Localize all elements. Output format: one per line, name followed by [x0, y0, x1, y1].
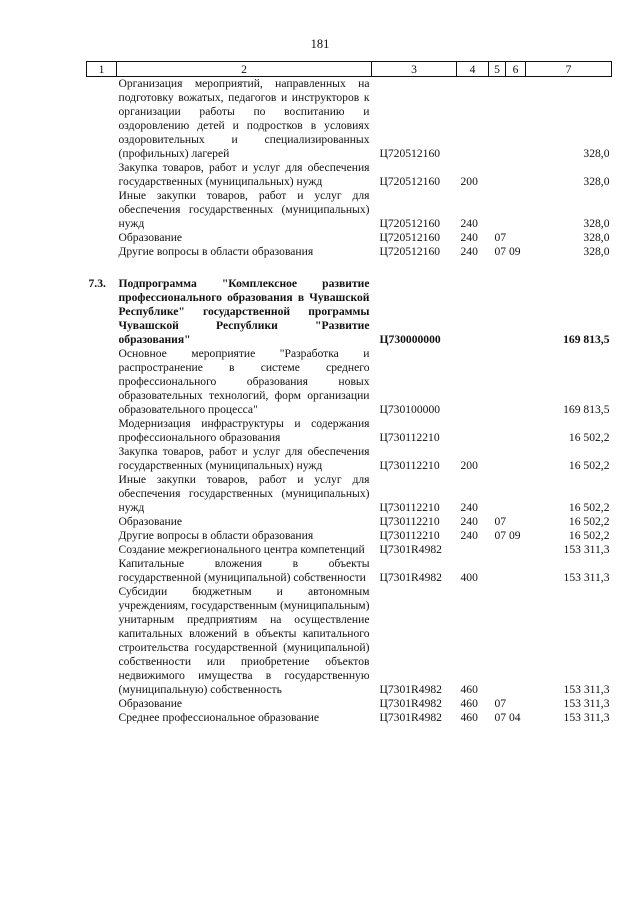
row-expense-type: 200	[460, 459, 478, 472]
row-expense-type: 240	[460, 529, 478, 542]
row-number	[87, 543, 117, 557]
row-amount: 328,0	[583, 245, 610, 258]
row-number	[87, 231, 117, 245]
row-name: Субсидии бюджетным и автономным учреждениям, государственным (муниципальным) унитарным предприятиям на осуществление капитальных вложений в объекты капитального строительства государственной (муниципальной) собственности или приобретение объектов недвижимого имущества в государственную (муниципальную) собственность	[118, 585, 370, 696]
row-name: Организация мероприятий, направленных на подготовку вожатых, педагогов и инструкторов к организации работы по воспитанию и оздоровлению детей и подростков в условиях оздоровительных и специализированных (профильных) лагерей	[118, 77, 370, 160]
row-code: Ц7301R4982	[379, 683, 442, 696]
row-expense-type: 240	[460, 515, 478, 528]
row-expense-type: 240	[460, 245, 478, 258]
row-code: Ц7301R4982	[379, 711, 442, 724]
row-section	[489, 347, 526, 417]
row-section	[489, 473, 526, 515]
row-amount: 16 502,2	[568, 501, 610, 514]
row-expense-type: 240	[460, 217, 478, 230]
row-name: Подпрограмма "Комплексное развитие профессионального образования в Чувашской Республике" государственной программы Чувашской Республики "Развитие образования"	[118, 277, 370, 346]
row-number	[87, 585, 117, 697]
table-row	[87, 473, 612, 515]
row-name: Среднее профессиональное образование	[118, 711, 320, 724]
table-row	[87, 515, 612, 529]
table-row	[87, 277, 612, 347]
row-section	[489, 585, 526, 697]
table-row	[87, 161, 612, 189]
row-amount: 153 311,3	[563, 711, 610, 724]
table-header	[87, 62, 612, 77]
header-col-3: 3	[372, 62, 457, 77]
row-section: 07	[494, 697, 507, 710]
row-number	[87, 473, 117, 515]
row-number	[87, 245, 117, 259]
row-section	[489, 417, 526, 445]
row-section	[489, 161, 526, 189]
row-number	[87, 557, 117, 585]
table-row	[87, 529, 612, 543]
row-number	[87, 697, 117, 711]
header-col-5: 5	[489, 62, 506, 77]
row-name: Модернизация инфраструктуры и содержания профессионального образования	[118, 417, 370, 444]
row-expense-type: 240	[460, 501, 478, 514]
header-col-4: 4	[457, 62, 489, 77]
row-code: Ц730000000	[379, 333, 441, 346]
row-amount: 153 311,3	[563, 543, 610, 556]
row-name: Образование	[118, 697, 183, 710]
row-expense-type: 400	[460, 571, 478, 584]
table-row	[87, 231, 612, 245]
row-number	[87, 77, 117, 162]
row-name: Основное мероприятие "Разработка и распространение в системе среднего профессионального образования новых образовательных технологий, форм организации образовательного процесса"	[118, 347, 370, 416]
row-amount: 153 311,3	[563, 571, 610, 584]
row-expense-type	[457, 77, 489, 162]
row-spacer	[87, 259, 612, 277]
header-col-2: 2	[117, 62, 372, 77]
row-section: 07	[494, 231, 507, 244]
table-row	[87, 711, 612, 725]
row-code: Ц720512160	[379, 231, 441, 244]
header-col-1: 1	[87, 62, 117, 77]
row-amount: 328,0	[583, 175, 610, 188]
row-code: Ц720512160	[379, 217, 441, 230]
table-row	[87, 245, 612, 259]
row-number	[87, 347, 117, 417]
row-name: Иные закупки товаров, работ и услуг для обеспечения государственных (муниципальных) нужд	[118, 473, 370, 514]
row-code: Ц7301R4982	[379, 571, 442, 584]
table-row	[87, 697, 612, 711]
row-section	[489, 77, 526, 162]
row-amount: 16 502,2	[568, 529, 610, 542]
row-expense-type: 460	[460, 697, 478, 710]
table-row	[87, 189, 612, 231]
row-name: Другие вопросы в области образования	[118, 245, 314, 258]
row-section: 07 09	[494, 529, 521, 542]
row-expense-type: 460	[460, 683, 478, 696]
row-expense-type: 200	[460, 175, 478, 188]
row-code: Ц7301R4982	[379, 697, 442, 710]
table-row	[87, 347, 612, 417]
table-row	[87, 585, 612, 697]
row-amount: 153 311,3	[563, 683, 610, 696]
row-amount: 328,0	[583, 217, 610, 230]
table-row	[87, 445, 612, 473]
row-amount: 328,0	[583, 147, 610, 160]
row-code: Ц730112210	[379, 515, 440, 528]
row-amount: 328,0	[583, 231, 610, 244]
row-number	[87, 417, 117, 445]
row-name: Иные закупки товаров, работ и услуг для обеспечения государственных (муниципальных) нужд	[118, 189, 370, 230]
row-section: 07 09	[494, 245, 521, 258]
header-col-6: 6	[506, 62, 526, 77]
row-section	[489, 277, 526, 347]
row-expense-type	[457, 543, 489, 557]
row-name: Закупка товаров, работ и услуг для обеспечения государственных (муниципальных) нужд	[118, 445, 370, 472]
row-expense-type: 460	[460, 711, 478, 724]
budget-table	[86, 61, 612, 725]
page-number: 181	[310, 37, 330, 51]
table-row	[87, 77, 612, 162]
row-name: Другие вопросы в области образования	[118, 529, 314, 542]
row-code: Ц7301R4982	[379, 543, 442, 556]
row-expense-type	[457, 417, 489, 445]
row-number	[87, 711, 117, 725]
row-section: 07 04	[494, 711, 521, 724]
row-number	[87, 515, 117, 529]
table-row	[87, 417, 612, 445]
row-name: Капитальные вложения в объекты государственной (муниципальной) собственности	[118, 557, 370, 584]
row-amount: 16 502,2	[568, 459, 610, 472]
row-amount: 169 813,5	[563, 333, 610, 346]
table-body	[87, 77, 612, 726]
row-code: Ц730112210	[379, 501, 440, 514]
row-number	[87, 445, 117, 473]
row-expense-type	[457, 347, 489, 417]
row-section	[489, 189, 526, 231]
row-expense-type: 240	[460, 231, 478, 244]
row-section	[489, 557, 526, 585]
row-name: Закупка товаров, работ и услуг для обеспечения государственных (муниципальных) нужд	[118, 161, 370, 188]
row-code: Ц730100000	[379, 403, 441, 416]
row-amount: 153 311,3	[563, 697, 610, 710]
row-number	[87, 189, 117, 231]
row-code: Ц720512160	[379, 245, 441, 258]
row-name: Образование	[118, 515, 183, 528]
row-amount: 16 502,2	[568, 431, 610, 444]
row-section	[489, 543, 526, 557]
row-code: Ц720512160	[379, 147, 441, 160]
row-number	[87, 529, 117, 543]
table-row	[87, 543, 612, 557]
row-amount: 169 813,5	[563, 403, 610, 416]
row-amount: 16 502,2	[568, 515, 610, 528]
row-code: Ц720512160	[379, 175, 441, 188]
row-code: Ц730112210	[379, 459, 440, 472]
row-number: 7.3.	[88, 277, 106, 290]
row-section: 07	[494, 515, 507, 528]
row-code: Ц730112210	[379, 529, 440, 542]
row-name: Создание межрегионального центра компетенций	[118, 543, 365, 556]
row-code: Ц730112210	[379, 431, 440, 444]
table-row	[87, 557, 612, 585]
row-number	[87, 161, 117, 189]
header-col-7: 7	[526, 62, 612, 77]
row-expense-type	[457, 277, 489, 347]
row-section	[489, 445, 526, 473]
row-name: Образование	[118, 231, 183, 244]
